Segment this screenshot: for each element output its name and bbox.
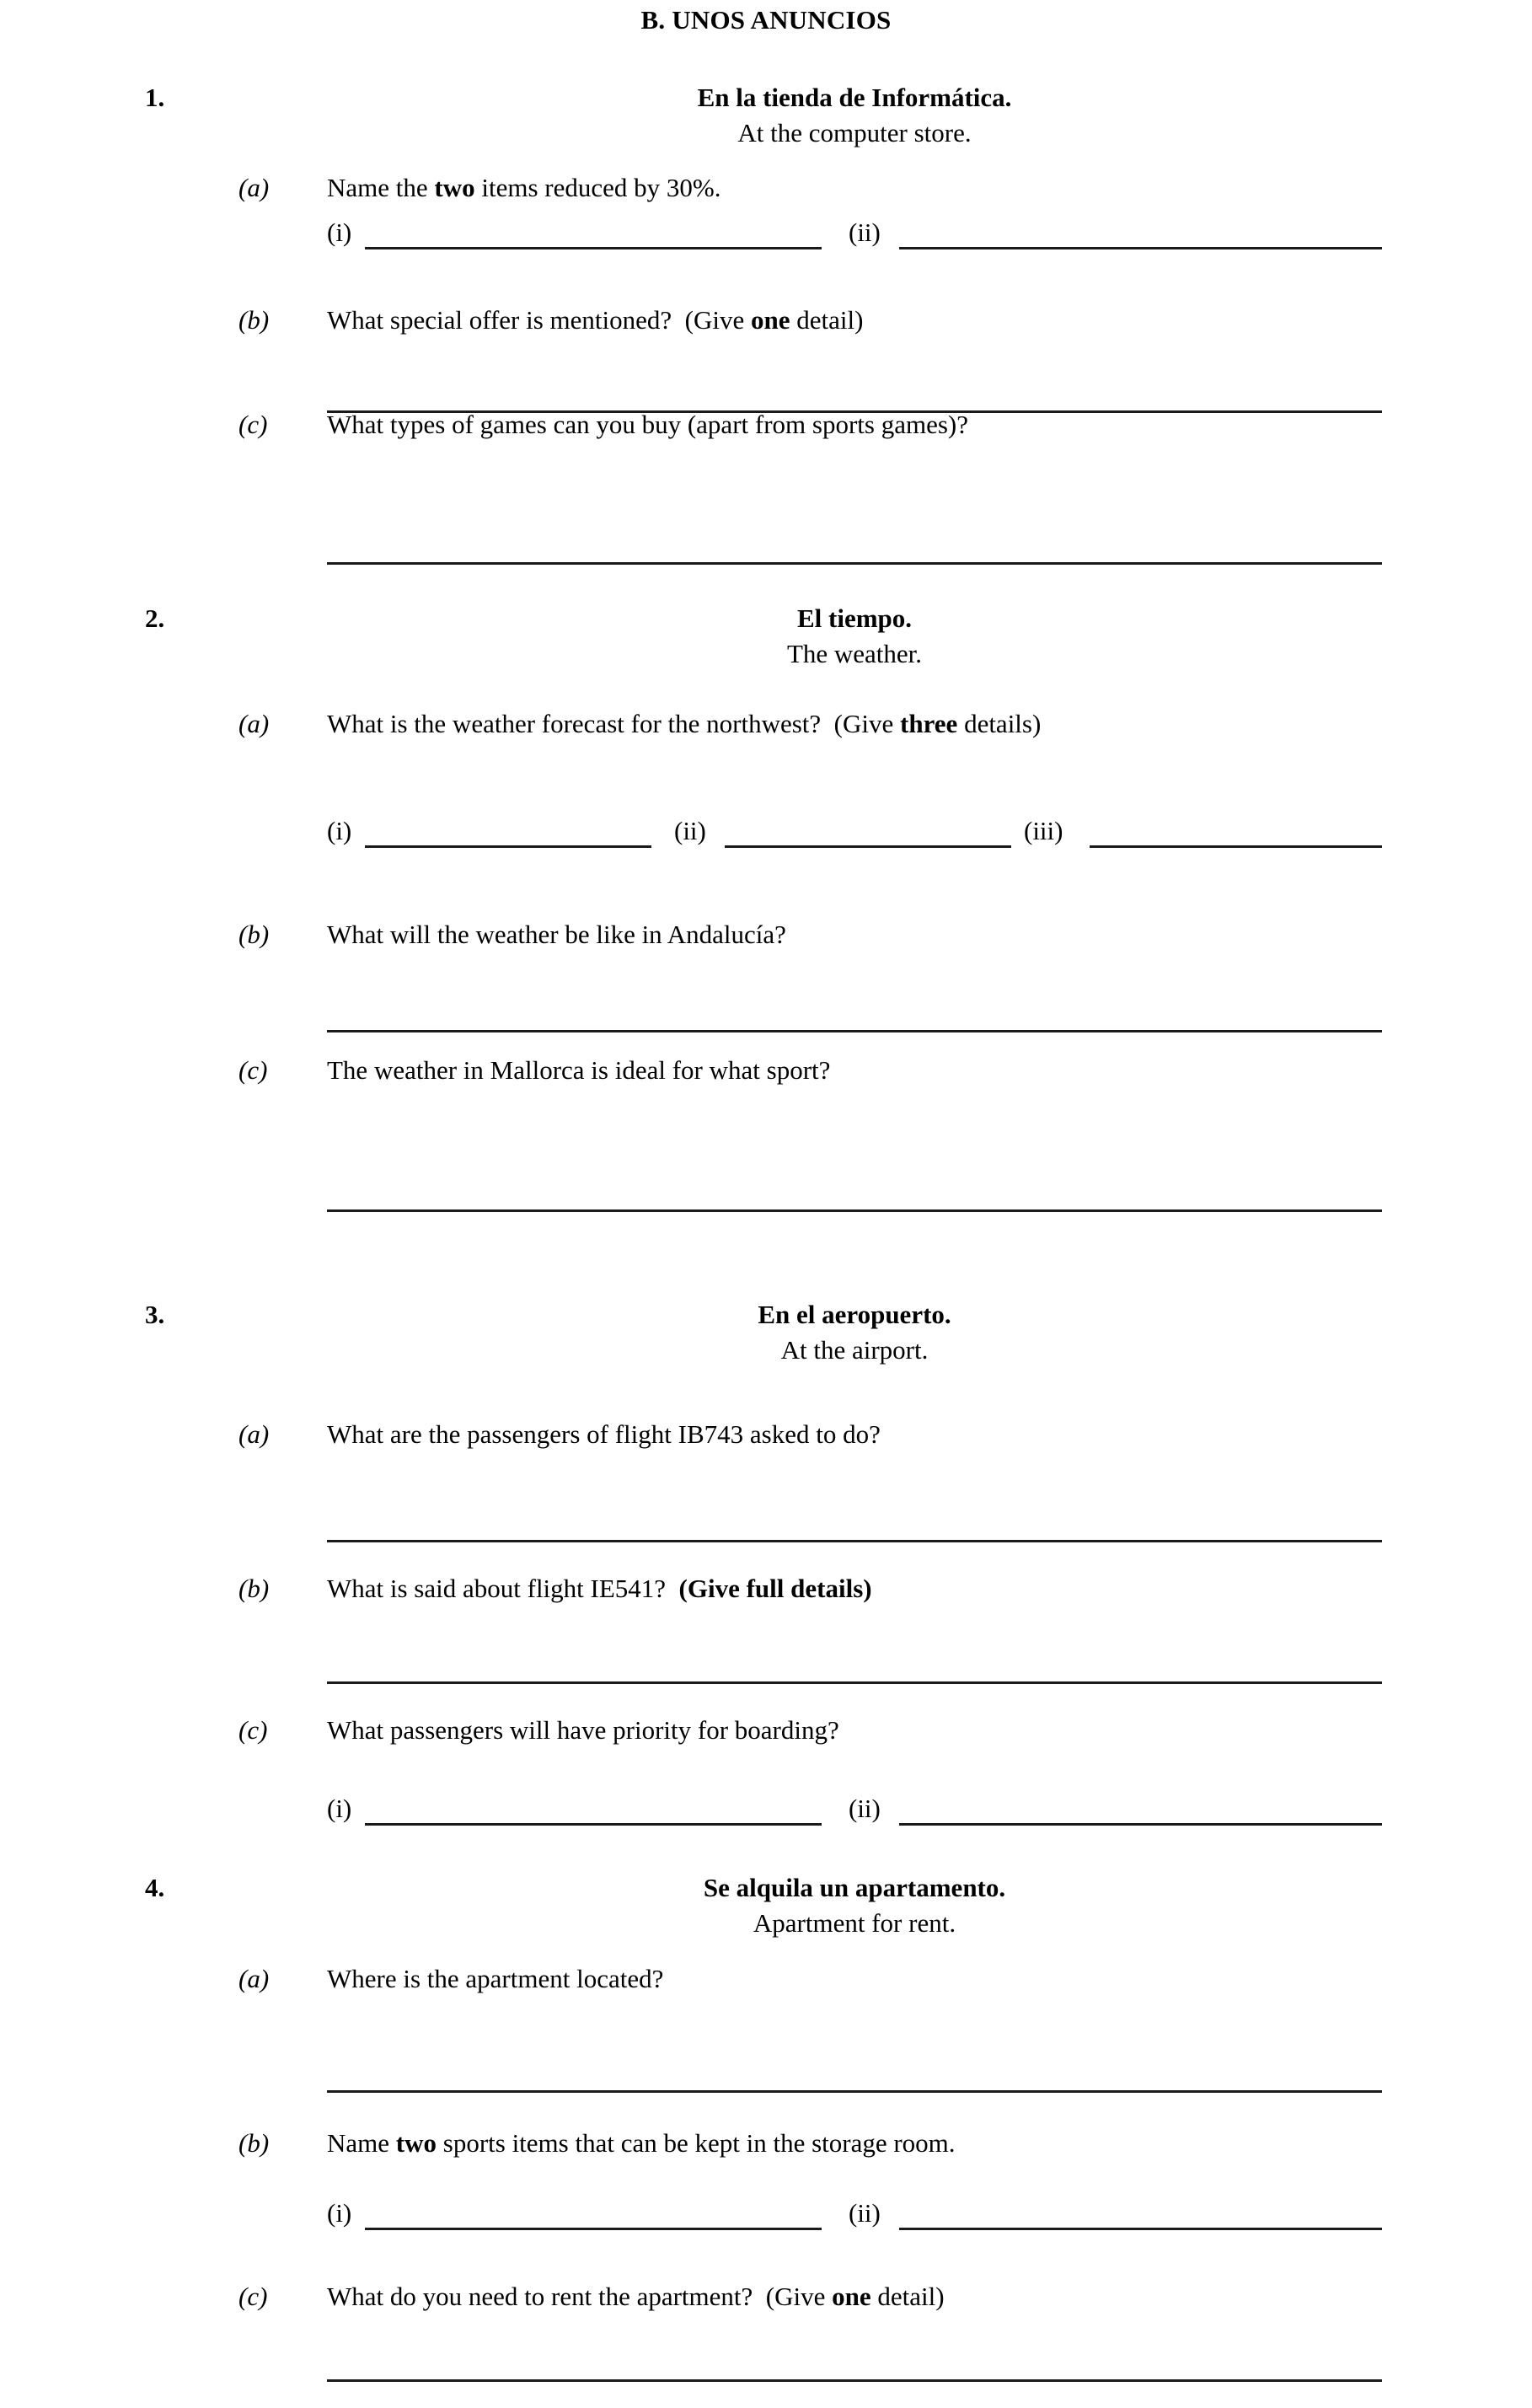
answer-marker: (i) bbox=[327, 217, 352, 247]
part-text bbox=[327, 1419, 881, 1450]
part-label: (a) bbox=[238, 1964, 270, 1993]
part-label: (c) bbox=[238, 1715, 268, 1745]
part-text bbox=[327, 173, 720, 203]
part-text bbox=[327, 1574, 872, 1604]
answer-marker: (i) bbox=[327, 1794, 352, 1823]
part-text-emphasis: one bbox=[832, 2282, 871, 2311]
question-heading-es-3: En el aeropuerto. bbox=[758, 1300, 951, 1329]
answer-marker: (ii) bbox=[849, 1794, 881, 1823]
part-text bbox=[327, 1055, 830, 1086]
part-text-pre: Name bbox=[327, 2128, 396, 2158]
part-label: (c) bbox=[238, 1055, 268, 1085]
answer-rule[interactable] bbox=[365, 2228, 822, 2230]
answer-marker: (i) bbox=[327, 2198, 352, 2228]
part-label: (c) bbox=[238, 2282, 268, 2311]
part-text-emphasis: one bbox=[751, 305, 790, 335]
answer-line-iii[interactable] bbox=[1024, 816, 1382, 848]
question-heading-es-4: Se alquila un apartamento. bbox=[703, 1873, 1006, 1902]
part-label: (b) bbox=[238, 920, 270, 949]
answer-line-ii[interactable] bbox=[674, 816, 1011, 848]
question-number-2: 2. bbox=[145, 603, 165, 633]
part-text bbox=[327, 305, 863, 335]
question-heading-es-1: En la tienda de Informática. bbox=[697, 83, 1012, 112]
answer-marker: (ii) bbox=[674, 816, 706, 845]
part-text bbox=[327, 1964, 663, 1994]
question-heading-es-2: El tiempo. bbox=[796, 603, 913, 633]
part-text-pre: What are the passengers of flight IB743 asked to do? bbox=[327, 1419, 881, 1449]
answer-marker: (iii) bbox=[1024, 816, 1063, 845]
part-label: (a) bbox=[238, 1419, 270, 1449]
part-text-pre: Name the bbox=[327, 173, 435, 202]
part-text-pre: What types of games can you buy (apart from sports games)? bbox=[327, 410, 968, 439]
part-label: (b) bbox=[238, 2128, 270, 2158]
question-heading-en-4: Apartment for rent. bbox=[753, 1908, 956, 1938]
part-text bbox=[327, 920, 786, 950]
answer-rule[interactable] bbox=[725, 845, 1011, 848]
answer-marker: (ii) bbox=[849, 2198, 881, 2228]
part-label: (c) bbox=[238, 410, 268, 439]
part-text-post: sports items that can be kept in the storage room. bbox=[437, 2128, 956, 2158]
answer-rule[interactable] bbox=[327, 1540, 1382, 1542]
answer-rule[interactable] bbox=[327, 1681, 1382, 1684]
answer-line-ii[interactable] bbox=[849, 2198, 1382, 2230]
part-text-post: detail) bbox=[790, 305, 864, 335]
answer-rule[interactable] bbox=[327, 562, 1382, 565]
part-text-emphasis: two bbox=[434, 173, 475, 202]
question-number-3: 3. bbox=[145, 1300, 165, 1329]
answer-line-i[interactable] bbox=[327, 2198, 822, 2230]
part-text-post: items reduced by 30%. bbox=[474, 173, 721, 202]
part-label: (b) bbox=[238, 1574, 270, 1603]
part-text-pre: The weather in Mallorca is ideal for what sport? bbox=[327, 1055, 831, 1085]
question-number-1: 1. bbox=[145, 83, 165, 112]
answer-rule[interactable] bbox=[327, 2090, 1382, 2093]
part-text-pre: What passengers will have priority for boarding? bbox=[327, 1715, 839, 1745]
part-text bbox=[327, 410, 968, 440]
answer-rule[interactable] bbox=[365, 247, 822, 249]
answer-marker: (ii) bbox=[849, 217, 881, 247]
answer-rule[interactable] bbox=[365, 845, 651, 848]
answer-line-ii[interactable] bbox=[849, 217, 1382, 249]
part-label: (a) bbox=[238, 709, 270, 738]
part-text-pre: What will the weather be like in Andalucía? bbox=[327, 920, 786, 949]
part-text-post: detail) bbox=[870, 2282, 945, 2311]
answer-rule[interactable] bbox=[899, 2228, 1382, 2230]
question-heading-en-3: At the airport. bbox=[780, 1335, 929, 1365]
answer-rule[interactable] bbox=[327, 1030, 1382, 1032]
part-label: (b) bbox=[238, 305, 270, 335]
part-text-emphasis: three bbox=[900, 709, 958, 738]
answer-rule[interactable] bbox=[899, 1823, 1382, 1826]
part-text-emphasis: (Give full details) bbox=[678, 1574, 872, 1603]
answer-rule[interactable] bbox=[327, 2379, 1382, 2382]
answer-line-ii[interactable] bbox=[849, 1794, 1382, 1826]
answer-line-i[interactable] bbox=[327, 217, 822, 249]
answer-marker: (i) bbox=[327, 816, 352, 845]
question-heading-en-2: The weather. bbox=[786, 639, 923, 668]
answer-rule[interactable] bbox=[365, 1823, 822, 1826]
part-text-pre: What do you need to rent the apartment? (Give bbox=[327, 2282, 833, 2311]
answer-rule[interactable] bbox=[327, 1209, 1382, 1212]
part-text bbox=[327, 709, 1041, 739]
answer-rule[interactable] bbox=[1090, 845, 1382, 848]
part-text-pre: What special offer is mentioned? (Give bbox=[327, 305, 751, 335]
part-label: (a) bbox=[238, 173, 270, 202]
question-heading-en-1: At the computer store. bbox=[737, 118, 972, 147]
part-text bbox=[327, 2128, 956, 2159]
part-text bbox=[327, 1715, 839, 1746]
answer-line-i[interactable] bbox=[327, 816, 651, 848]
part-text-emphasis: two bbox=[395, 2128, 437, 2158]
part-text-pre: What is said about flight IE541? bbox=[327, 1574, 679, 1603]
answer-line-i[interactable] bbox=[327, 1794, 822, 1826]
part-text bbox=[327, 2282, 945, 2312]
part-text-pre: Where is the apartment located? bbox=[327, 1964, 664, 1993]
question-number-4: 4. bbox=[145, 1873, 165, 1902]
answer-rule[interactable] bbox=[899, 247, 1382, 249]
part-text-pre: What is the weather forecast for the northwest? (Give bbox=[327, 709, 901, 738]
page-title: B. UNOS ANUNCIOS bbox=[640, 5, 892, 35]
part-text-post: details) bbox=[957, 709, 1042, 738]
